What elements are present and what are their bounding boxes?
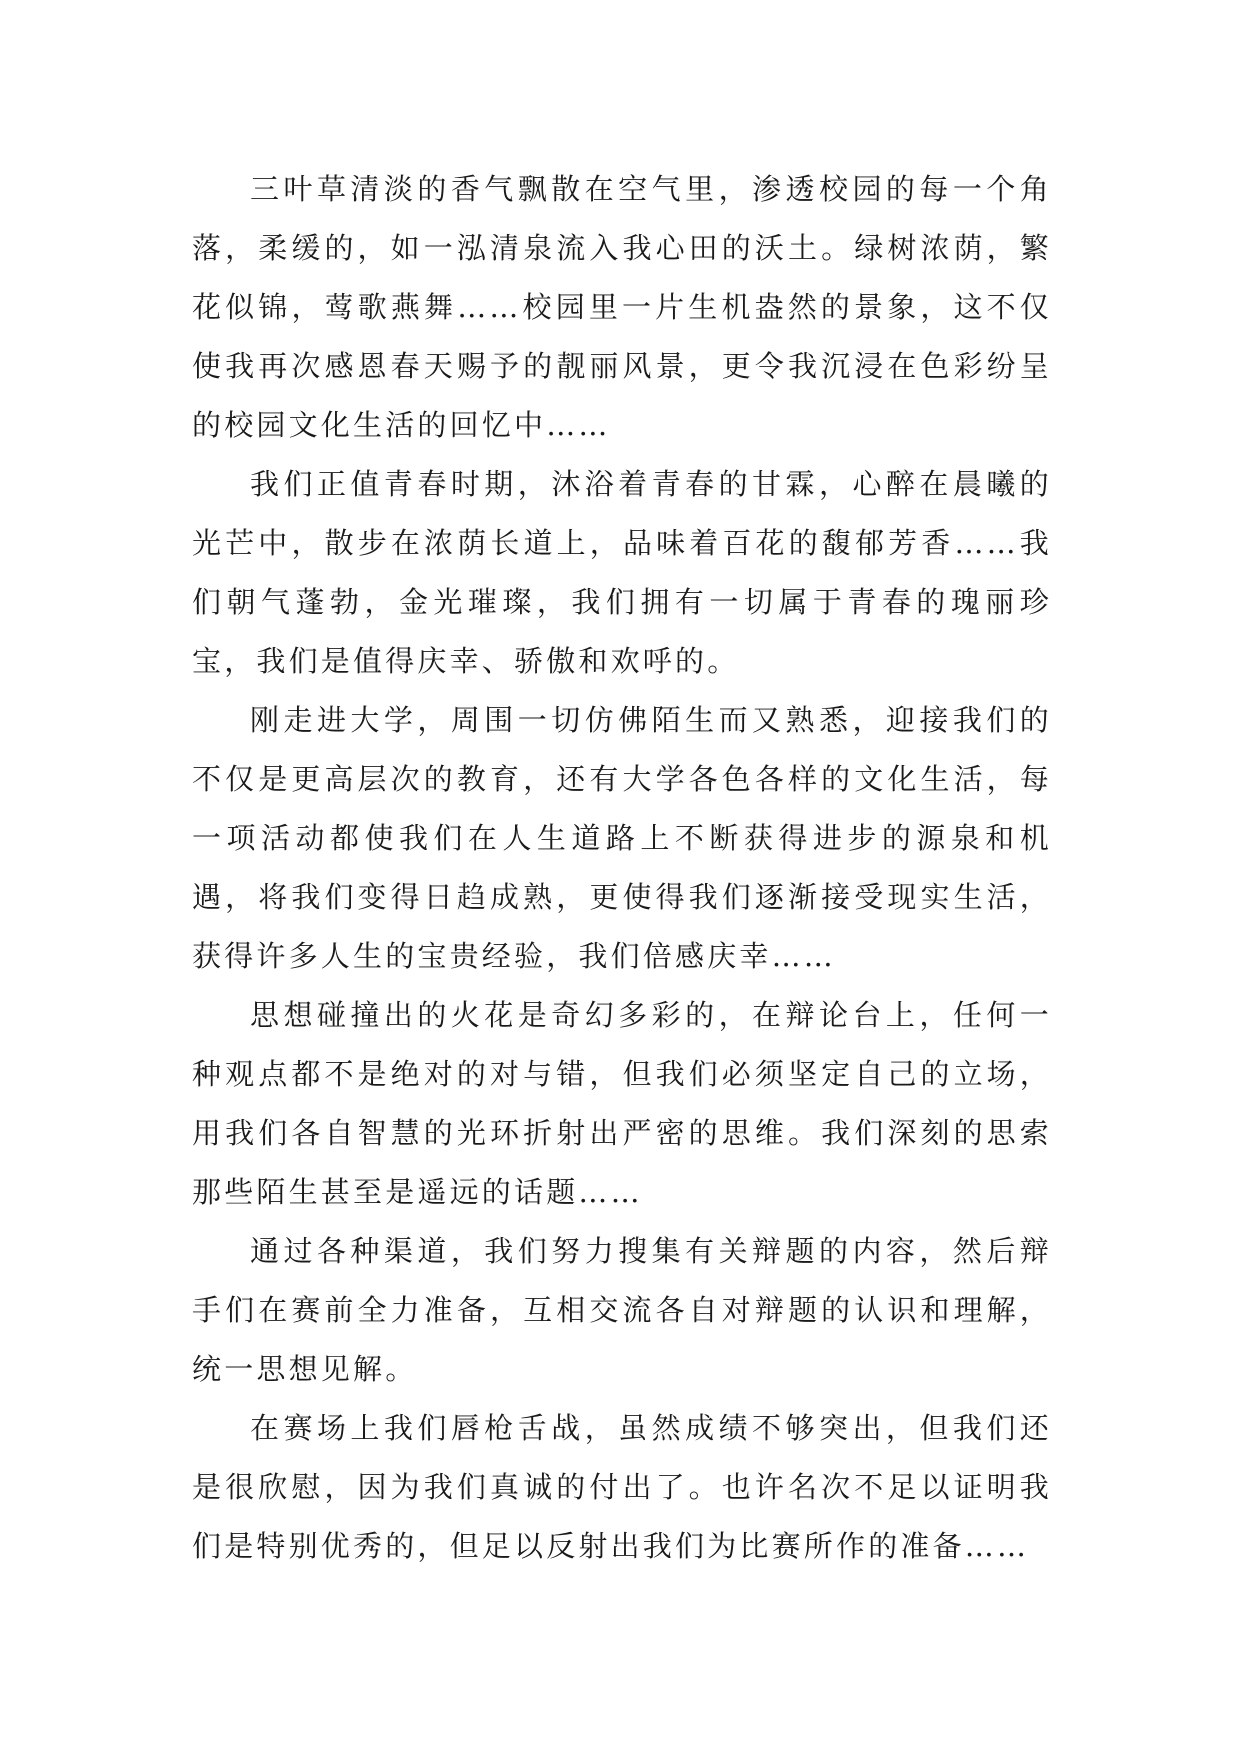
paragraph-1: 三叶草清淡的香气飘散在空气里，渗透校园的每一个角落，柔缓的，如一泓清泉流入我心田的沃土。绿树浓荫，繁花似锦，莺歌燕舞……校园里一片生机盎然的景象，这不仅使我再次感恩春天赐予的靓丽风景，更令我沉浸在色彩纷呈的校园文化生活的回忆中……	[192, 172, 1052, 442]
paragraph-3: 刚走进大学，周围一切仿佛陌生而又熟悉，迎接我们的不仅是更高层次的教育，还有大学各色各样的文化生活，每一项活动都使我们在人生道路上不断获得进步的源泉和机遇，将我们变得日趋成熟，更使得我们逐渐接受现实生活，获得许多人生的宝贵经验，我们倍感庆幸……	[192, 703, 1052, 973]
document-body	[192, 160, 1052, 1576]
paragraph-6: 在赛场上我们唇枪舌战，虽然成绩不够突出，但我们还是很欣慰，因为我们真诚的付出了。也许名次不足以证明我们是特别优秀的，但足以反射出我们为比赛所作的准备……	[192, 1411, 1052, 1563]
paragraph-4: 思想碰撞出的火花是奇幻多彩的，在辩论台上，任何一种观点都不是绝对的对与错，但我们必须坚定自己的立场，用我们各自智慧的光环折射出严密的思维。我们深刻的思索那些陌生甚至是遥远的话题……	[192, 998, 1052, 1209]
paragraph-2: 我们正值青春时期，沐浴着青春的甘霖，心醉在晨曦的光芒中，散步在浓荫长道上，品味着百花的馥郁芳香……我们朝气蓬勃，金光璀璨，我们拥有一切属于青春的瑰丽珍宝，我们是值得庆幸、骄傲和欢呼的。	[192, 467, 1052, 678]
paragraph-5: 通过各种渠道，我们努力搜集有关辩题的内容，然后辩手们在赛前全力准备，互相交流各自对辩题的认识和理解，统一思想见解。	[192, 1234, 1052, 1386]
